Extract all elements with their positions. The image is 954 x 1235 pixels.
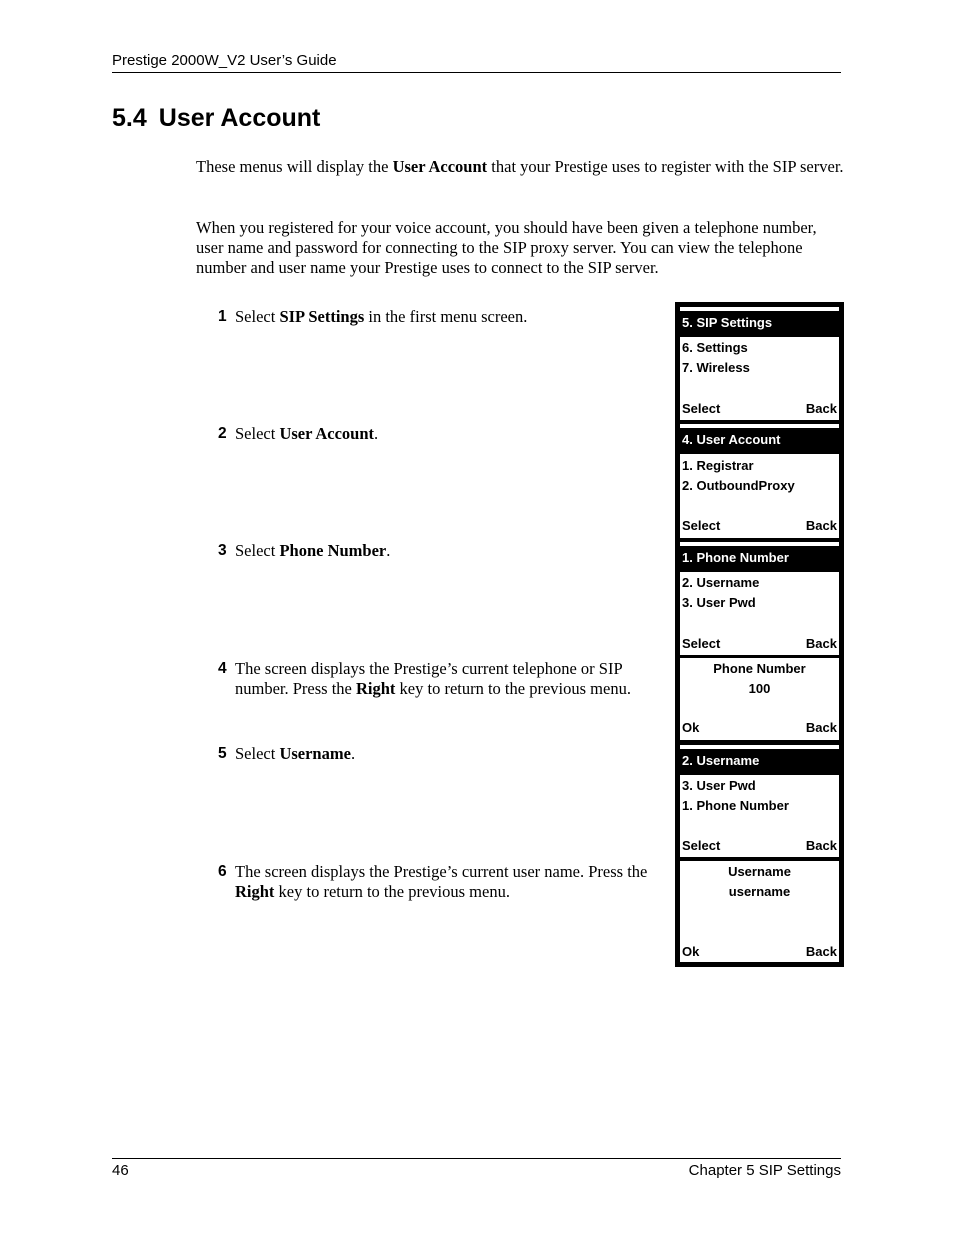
lcd-screen-3: [680, 572, 839, 655]
intro-p1-bold: User Account: [392, 157, 488, 176]
right-softkey: Back: [805, 518, 837, 533]
step-text: [218, 541, 666, 561]
lcd-softkeys: [682, 720, 837, 735]
step-number: 2: [218, 425, 227, 442]
lcd-value: 100: [748, 681, 771, 696]
step-text-b: .: [374, 424, 379, 443]
step-5: [218, 744, 666, 764]
lcd-screen-2: [680, 454, 839, 538]
lcd-screen-5: [680, 775, 839, 857]
lcd-value-label: Phone Number: [713, 661, 806, 676]
lcd-softkeys: [682, 636, 837, 651]
lcd-menu-line: 6. Settings: [682, 340, 748, 355]
step-1: [218, 307, 666, 327]
step-6: [218, 862, 666, 902]
step-text: [218, 744, 666, 764]
step-text-a: Select: [235, 541, 280, 560]
lcd-softkeys: [682, 518, 837, 533]
page-number: 46: [112, 1162, 129, 1179]
right-softkey: Back: [805, 636, 837, 651]
step-text-a: Select: [235, 307, 280, 326]
right-softkey: Back: [805, 838, 837, 853]
lcd-menu-line: 2. OutboundProxy: [682, 478, 795, 493]
step-text-a: The screen displays the Prestige’s current user name. Press the: [235, 862, 648, 881]
lcd-menu-line: 7. Wireless: [682, 360, 750, 375]
lcd-value-label: Username: [728, 864, 791, 879]
lcd-menu-line: 3. User Pwd: [682, 778, 756, 793]
intro-p1-text-a: These menus will display the: [196, 157, 393, 176]
step-text: [218, 862, 666, 902]
lcd-screen-6: [680, 861, 839, 962]
lcd-screen-4: [680, 658, 839, 740]
intro-paragraph-2: When you registered for your voice account, you should have been given a telephone number, user name and password for connecting to the SIP proxy server. You can view the telephone number and user name your Prestige uses to connect to the SIP server.: [196, 218, 817, 277]
step-bold: SIP Settings: [279, 307, 365, 326]
step-text: [218, 424, 666, 444]
right-softkey: Back: [805, 720, 837, 735]
left-softkey: Select: [682, 518, 721, 533]
left-softkey: Select: [682, 838, 721, 853]
left-softkey: Ok: [682, 944, 700, 959]
section-title-text: User Account: [158, 104, 321, 132]
intro-paragraph-1: [196, 157, 844, 177]
section-number: 5.4: [112, 104, 147, 132]
lcd-menu-line: 2. Username: [682, 575, 760, 590]
left-softkey: Select: [682, 636, 721, 651]
left-softkey: Select: [682, 401, 721, 416]
lcd-highlight-text: 1. Phone Number: [682, 550, 789, 565]
lcd-softkeys: [682, 944, 837, 959]
right-softkey: Back: [805, 944, 837, 959]
right-softkey: Back: [805, 401, 837, 416]
lcd-menu-line: 1. Phone Number: [682, 798, 789, 813]
running-header: Prestige 2000W_V2 User’s Guide: [112, 52, 337, 69]
lcd-value: username: [728, 884, 791, 899]
step-text-b: key to return to the previous menu.: [395, 679, 631, 698]
step-4: [218, 659, 666, 699]
lcd-softkeys: [682, 838, 837, 853]
step-text-a: Select: [235, 744, 280, 763]
step-bold: User Account: [279, 424, 375, 443]
step-bold: Username: [279, 744, 351, 763]
step-text-a: The screen displays the Prestige’s current telephone or SIP number. Press the: [235, 659, 623, 698]
step-bold: Phone Number: [279, 541, 387, 560]
lcd-highlight-row: [680, 546, 839, 570]
lcd-menu-line: 3. User Pwd: [682, 595, 756, 610]
step-text-b: in the first menu screen.: [364, 307, 528, 326]
section-title: [112, 104, 320, 133]
step-number: 5: [218, 745, 227, 762]
lcd-menu-line: 1. Registrar: [682, 458, 754, 473]
lcd-highlight-text: 5. SIP Settings: [682, 315, 773, 330]
footer-divider: [112, 1158, 841, 1159]
lcd-highlight-row: [680, 749, 839, 773]
step-bold: Right: [356, 679, 396, 698]
lcd-highlight-text: 4. User Account: [682, 432, 781, 447]
step-bold: Right: [235, 882, 275, 901]
intro-p1-text-b: that your Prestige uses to register with the SIP server.: [487, 157, 844, 176]
lcd-screen-1: [680, 337, 839, 420]
chapter-title: Chapter 5 SIP Settings: [688, 1162, 841, 1179]
step-3: [218, 541, 666, 561]
step-number: 6: [218, 863, 227, 880]
lcd-highlight-row: [680, 428, 839, 452]
step-text-b: key to return to the previous menu.: [274, 882, 510, 901]
left-softkey: Ok: [682, 720, 700, 735]
step-text-a: Select: [235, 424, 280, 443]
step-text: [218, 307, 666, 327]
step-2: [218, 424, 666, 444]
lcd-highlight-row: [680, 311, 839, 335]
step-text-b: .: [350, 744, 356, 763]
step-number: 4: [218, 660, 227, 677]
step-text-b: .: [386, 541, 391, 560]
step-text: [218, 659, 666, 699]
lcd-softkeys: [682, 401, 837, 416]
lcd-highlight-text: 2. Username: [682, 753, 760, 768]
step-number: 1: [218, 308, 227, 325]
header-divider: [112, 72, 841, 73]
step-number: 3: [218, 542, 227, 559]
